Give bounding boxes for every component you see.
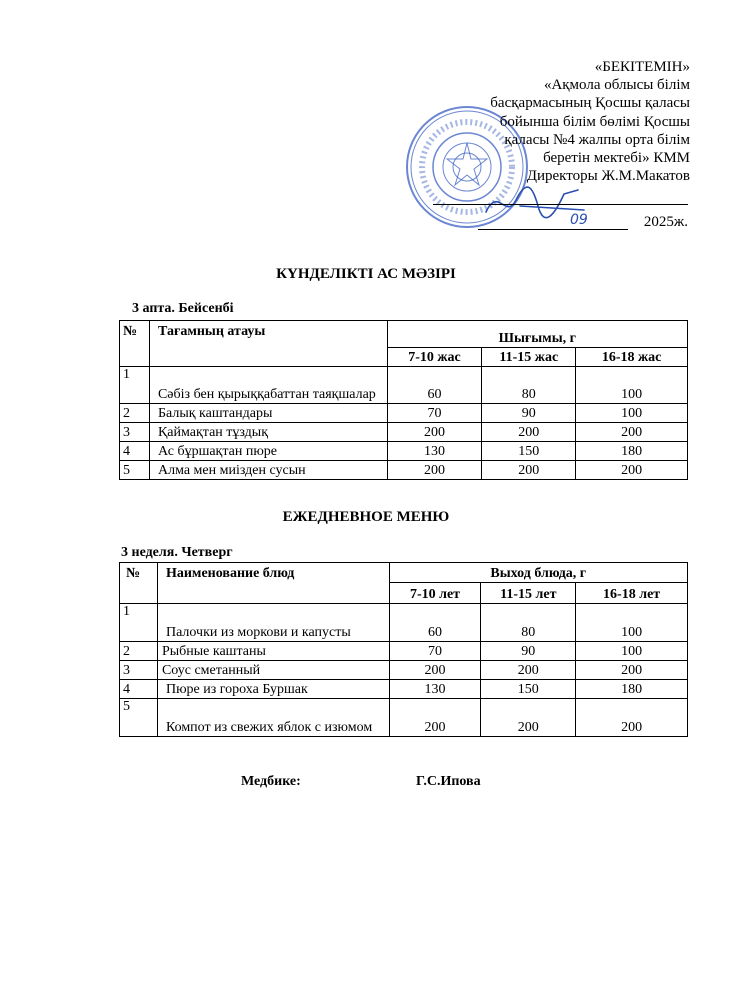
yield-value: 200 bbox=[389, 699, 481, 737]
table-row bbox=[120, 367, 688, 404]
row-number: 1 bbox=[120, 367, 150, 404]
approval-line: беретін мектебі» КММ bbox=[543, 150, 690, 167]
yield-value: 100 bbox=[576, 367, 688, 404]
yield-value: 200 bbox=[389, 661, 481, 680]
dish-name: Сәбіз бен қырыққабаттан таяқшалар bbox=[149, 367, 387, 404]
approval-line: Директоры Ж.М.Макатов bbox=[526, 168, 690, 185]
row-number: 2 bbox=[120, 404, 150, 423]
approval-line: бойынша білім бөлімі Қосшы bbox=[499, 113, 690, 130]
dish-name: Пюре из гороха Буршак bbox=[157, 680, 389, 699]
age-header: 11-15 жас bbox=[482, 348, 576, 367]
yield-value: 200 bbox=[576, 423, 688, 442]
yield-value: 150 bbox=[482, 442, 576, 461]
col-name-header: Наименование блюд bbox=[157, 563, 389, 604]
approval-line: қаласы №4 жалпы орта білім bbox=[504, 131, 690, 148]
table-row bbox=[120, 404, 688, 423]
table-row bbox=[120, 642, 688, 661]
dish-name: Қаймақтан тұздық bbox=[149, 423, 387, 442]
yield-value: 90 bbox=[481, 642, 576, 661]
yield-value: 100 bbox=[576, 404, 688, 423]
table-row bbox=[120, 661, 688, 680]
yield-value: 100 bbox=[576, 642, 688, 661]
approval-block bbox=[380, 58, 690, 185]
yield-value: 130 bbox=[387, 442, 482, 461]
dish-name: Ас бұршақтан пюре bbox=[149, 442, 387, 461]
dish-name: Рыбные каштаны bbox=[157, 642, 389, 661]
yield-value: 80 bbox=[481, 604, 576, 642]
yield-value: 200 bbox=[576, 699, 688, 737]
yield-value: 200 bbox=[482, 461, 576, 480]
ru-menu-subtitle: 3 неделя. Четверг bbox=[121, 545, 233, 560]
yield-value: 80 bbox=[482, 367, 576, 404]
age-header: 16-18 жас bbox=[576, 348, 688, 367]
col-yield-header: Шығымы, г bbox=[387, 321, 687, 348]
table-row bbox=[120, 423, 688, 442]
yield-value: 180 bbox=[576, 442, 688, 461]
yield-value: 200 bbox=[387, 461, 482, 480]
row-number: 3 bbox=[120, 661, 158, 680]
dish-name: Палочки из моркови и капусты bbox=[157, 604, 389, 642]
table-header-row bbox=[120, 563, 688, 583]
yield-value: 200 bbox=[482, 423, 576, 442]
dish-name: Компот из свежих яблок с изюмом bbox=[157, 699, 389, 737]
row-number: 2 bbox=[120, 642, 158, 661]
age-header: 11-15 лет bbox=[481, 583, 576, 604]
yield-value: 60 bbox=[387, 367, 482, 404]
date-year: 2025ж. bbox=[643, 214, 688, 230]
dish-name: Алма мен миізден сусын bbox=[149, 461, 387, 480]
table-row bbox=[120, 680, 688, 699]
yield-value: 70 bbox=[389, 642, 481, 661]
nurse-name: Г.С.Ипова bbox=[416, 774, 481, 789]
row-number: 3 bbox=[120, 423, 150, 442]
kz-menu-table bbox=[119, 320, 688, 480]
col-no-header: № bbox=[120, 321, 150, 367]
table-row bbox=[120, 461, 688, 480]
row-number: 5 bbox=[120, 699, 158, 737]
col-no-header: № bbox=[120, 563, 158, 604]
kz-menu-title: КҮНДЕЛІКТІ АС МӘЗІРІ bbox=[276, 266, 456, 282]
signature-line bbox=[433, 204, 688, 205]
yield-value: 130 bbox=[389, 680, 481, 699]
yield-value: 200 bbox=[576, 461, 688, 480]
row-number: 4 bbox=[120, 680, 158, 699]
table-row bbox=[120, 699, 688, 737]
yield-value: 150 bbox=[481, 680, 576, 699]
age-header: 7-10 лет bbox=[389, 583, 481, 604]
dish-name: Балық каштандары bbox=[149, 404, 387, 423]
ru-menu-title: ЕЖЕДНЕВНОЕ МЕНЮ bbox=[282, 509, 450, 525]
table-row bbox=[120, 442, 688, 461]
yield-value: 90 bbox=[482, 404, 576, 423]
row-number: 4 bbox=[120, 442, 150, 461]
age-header: 7-10 жас bbox=[387, 348, 482, 367]
row-number: 5 bbox=[120, 461, 150, 480]
yield-value: 180 bbox=[576, 680, 688, 699]
yield-value: 70 bbox=[387, 404, 482, 423]
table-row bbox=[120, 604, 688, 642]
dish-name: Соус сметанный bbox=[157, 661, 389, 680]
ru-menu-table bbox=[119, 562, 688, 737]
handwritten-month: 09 bbox=[570, 212, 588, 228]
nurse-label: Медбике: bbox=[241, 774, 301, 789]
yield-value: 200 bbox=[387, 423, 482, 442]
yield-value: 60 bbox=[389, 604, 481, 642]
kz-menu-subtitle: 3 апта. Бейсенбі bbox=[132, 301, 234, 316]
col-yield-header: Выход блюда, г bbox=[389, 563, 687, 583]
approval-line: басқармасының Қосшы қаласы bbox=[490, 95, 690, 112]
yield-value: 100 bbox=[576, 604, 688, 642]
table-header-row bbox=[120, 321, 688, 348]
row-number: 1 bbox=[120, 604, 158, 642]
yield-value: 200 bbox=[481, 661, 576, 680]
col-name-header: Тағамның атауы bbox=[149, 321, 387, 367]
approval-line: «БЕКІТЕМІН» bbox=[594, 59, 690, 75]
age-header: 16-18 лет bbox=[576, 583, 688, 604]
yield-value: 200 bbox=[481, 699, 576, 737]
approval-line: «Ақмола облысы білім bbox=[543, 77, 690, 94]
yield-value: 200 bbox=[576, 661, 688, 680]
date-blank-line bbox=[478, 229, 628, 230]
